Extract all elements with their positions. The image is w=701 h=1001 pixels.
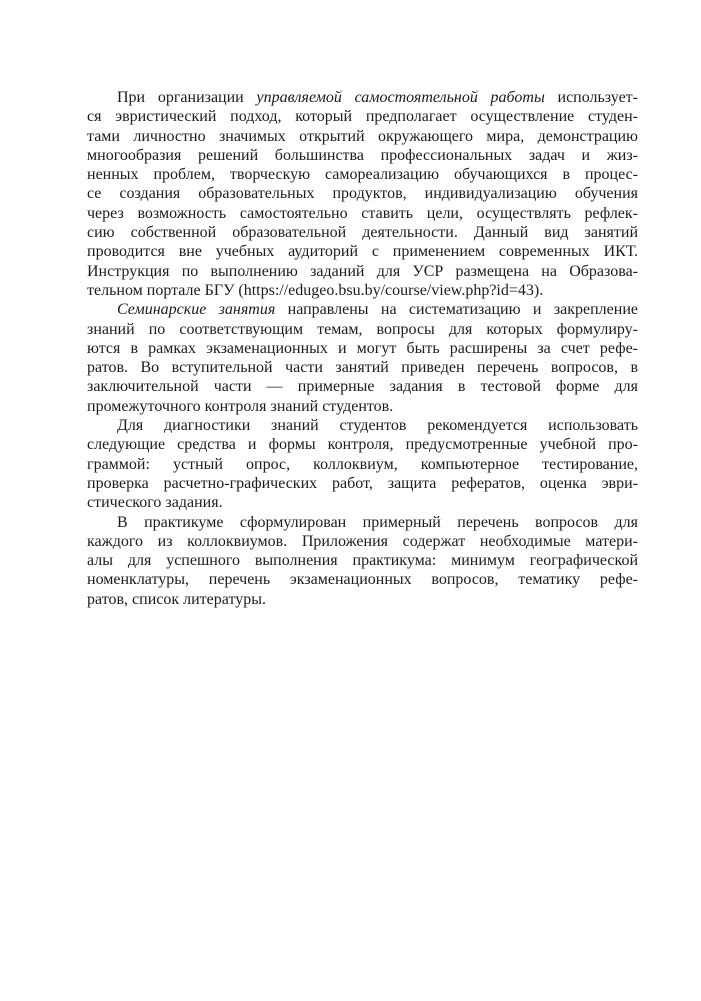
paragraph-diagnostics (87, 416, 638, 512)
text-line (87, 300, 638, 319)
text-line: заключительной части — примерные задания в тестовой форме для (87, 378, 638, 396)
text-line: следующие средства и формы контроля, предусмотренные учебной про- (87, 436, 638, 454)
text-line: промежуточного контроля знаний студентов. (87, 397, 394, 415)
text-line: ратов. Во вступительной части занятий приведен перечень вопросов, в (87, 359, 638, 377)
italic-term: управляемой самостоятельной работы (256, 89, 545, 106)
text-line: номенклатуры, перечень экзаменационных вопросов, тематику рефе- (87, 571, 638, 589)
text-line: ются в рамках экзаменационных и могут быть расширены за счет рефе- (87, 339, 638, 357)
text-line: Для диагностики знаний студентов рекомендуется использовать (117, 417, 638, 435)
text-line: многообразия решений большинства профессиональных задач и жиз- (87, 146, 638, 164)
paragraph-usr (87, 88, 638, 300)
text-line: Инструкция по выполнению заданий для УСР размещена на Образова- (87, 262, 638, 280)
text-run: При организации (117, 89, 257, 106)
text-line: сию собственной образовательной деятельности. Данный вид занятий (87, 224, 638, 242)
text-line: ненных проблем, творческую самореализацию обучающихся в процес- (87, 166, 638, 184)
text-line: проводится вне учебных аудиторий с применением современных ИКТ. (87, 243, 638, 261)
text-line: тами личностно значимых открытий окружающего мира, демонстрацию (87, 127, 638, 145)
text-line: знаний по соответствующим темам, вопросы для которых формулиру- (87, 320, 638, 338)
text-line: В практикуме сформулирован примерный перечень вопросов для (117, 513, 638, 531)
page-text-block (87, 88, 638, 609)
text-line: се создания образовательных продуктов, индивидуализацию обучения (87, 185, 638, 203)
paragraph-practicum (87, 513, 638, 609)
text-run: направлены на систематизацию и закрепление (275, 301, 638, 319)
italic-term: Семинарские занятия (117, 301, 276, 319)
text-line: граммой: устный опрос, коллоквиум, компьютерное тестирование, (87, 455, 638, 473)
text-line-with-url: тельном портале БГУ (https://edugeo.bsu.by/course/view.php?id=43). (87, 281, 544, 299)
text-line: ратов, список литературы. (87, 590, 266, 608)
text-line (87, 88, 638, 107)
paragraph-seminars (87, 300, 638, 416)
text-line: алы для успешного выполнения практикума: минимум географической (87, 552, 638, 570)
text-line: через возможность самостоятельно ставить цели, осуществлять рефлек- (87, 204, 638, 222)
text-line: стического задания. (87, 494, 223, 512)
text-line: каждого из коллоквиумов. Приложения содержат необходимые матери- (87, 532, 638, 550)
text-line: ся эвристический подход, который предполагает осуществление студен- (87, 108, 638, 126)
text-line: проверка расчетно-графических работ, защита рефератов, оценка эври- (87, 474, 638, 492)
text-run: использует- (544, 89, 639, 106)
